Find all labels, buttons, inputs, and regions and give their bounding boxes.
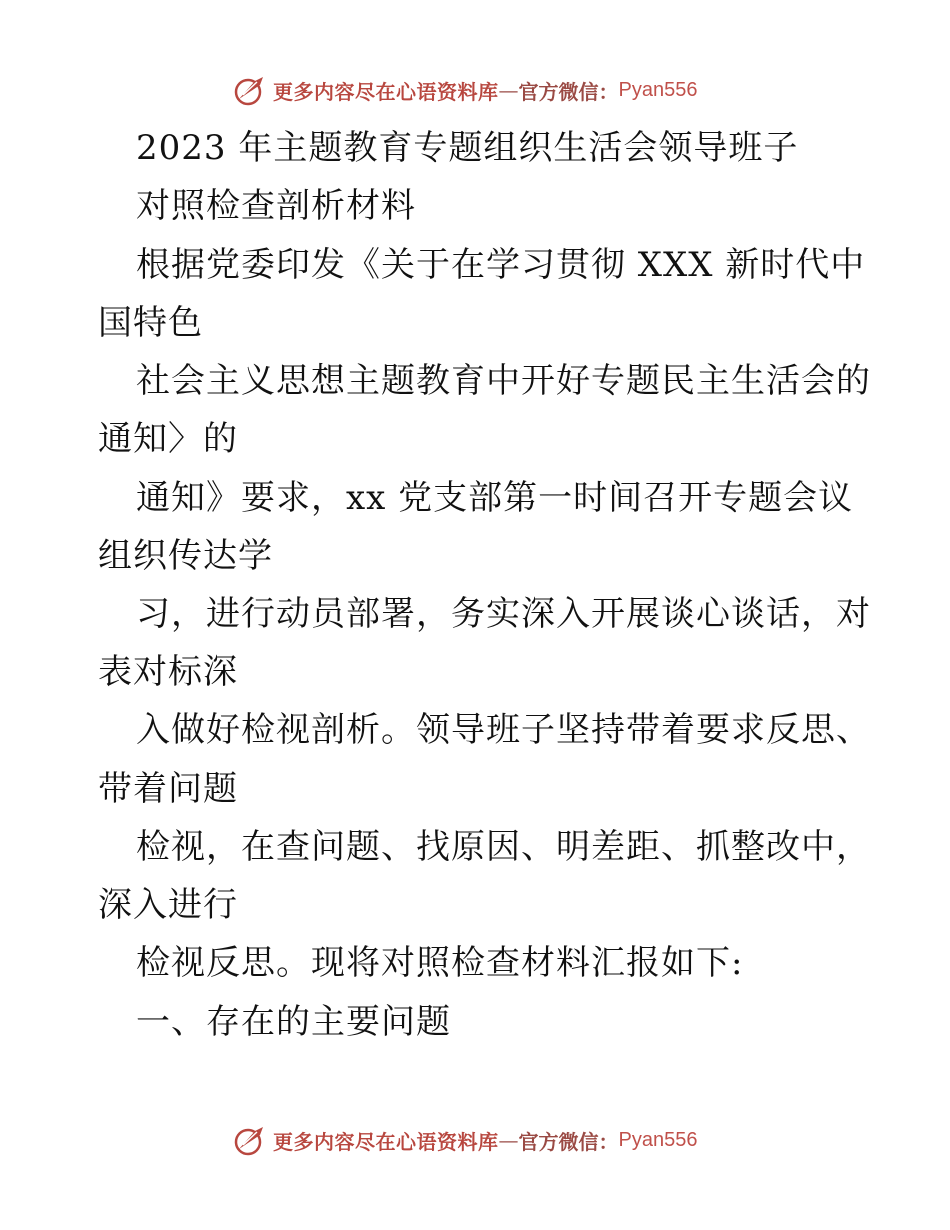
paragraph-line: 国特色 (98, 303, 203, 343)
watermark-wechat-id: Pyan556 (618, 1128, 698, 1151)
watermark-text: 更多内容尽在心语资料库 (273, 1129, 499, 1154)
paragraph-line: 根据党委印发《关于在学习贯彻 XXX 新时代中 (136, 245, 866, 285)
quill-logo-icon (233, 1123, 267, 1157)
paragraph-line: 通知》要求，xx 党支部第一时间召开专题会议 (136, 478, 854, 518)
watermark-dash: — (498, 78, 519, 102)
paragraph-line: 深入进行 (98, 885, 238, 925)
paragraph-line: 社会主义思想主题教育中开好专题民主生活会的 (136, 361, 871, 401)
quill-logo-icon (233, 73, 267, 107)
paragraph-line: 习，进行动员部署，务实深入开展谈心谈话，对 (136, 594, 871, 634)
paragraph-line: 检视，在查问题、找原因、明差距、抓整改中， (136, 827, 871, 867)
document-title-line-1: 2023 年主题教育专题组织生活会领导班子 (136, 128, 799, 168)
paragraph-line: 检视反思。现将对照检查材料汇报如下: (136, 943, 744, 983)
paragraph-line: 通知〉的 (98, 419, 238, 459)
header-watermark (233, 72, 697, 108)
watermark-dash: — (498, 1128, 519, 1152)
watermark-wechat-id: Pyan556 (618, 78, 698, 101)
watermark-label: 官方微信： (518, 79, 619, 104)
document-title-line-2: 对照检查剖析材料 (136, 186, 416, 226)
footer-watermark (233, 1122, 697, 1158)
watermark-text: 更多内容尽在心语资料库 (273, 79, 499, 104)
paragraph-line: 表对标深 (98, 652, 238, 692)
watermark-label: 官方微信： (518, 1129, 619, 1154)
paragraph-line: 带着问题 (98, 769, 238, 809)
paragraph-line: 入做好检视剖析。领导班子坚持带着要求反思、 (136, 710, 871, 750)
section-heading: 一、存在的主要问题 (136, 1002, 451, 1042)
paragraph-line: 组织传达学 (98, 536, 273, 576)
